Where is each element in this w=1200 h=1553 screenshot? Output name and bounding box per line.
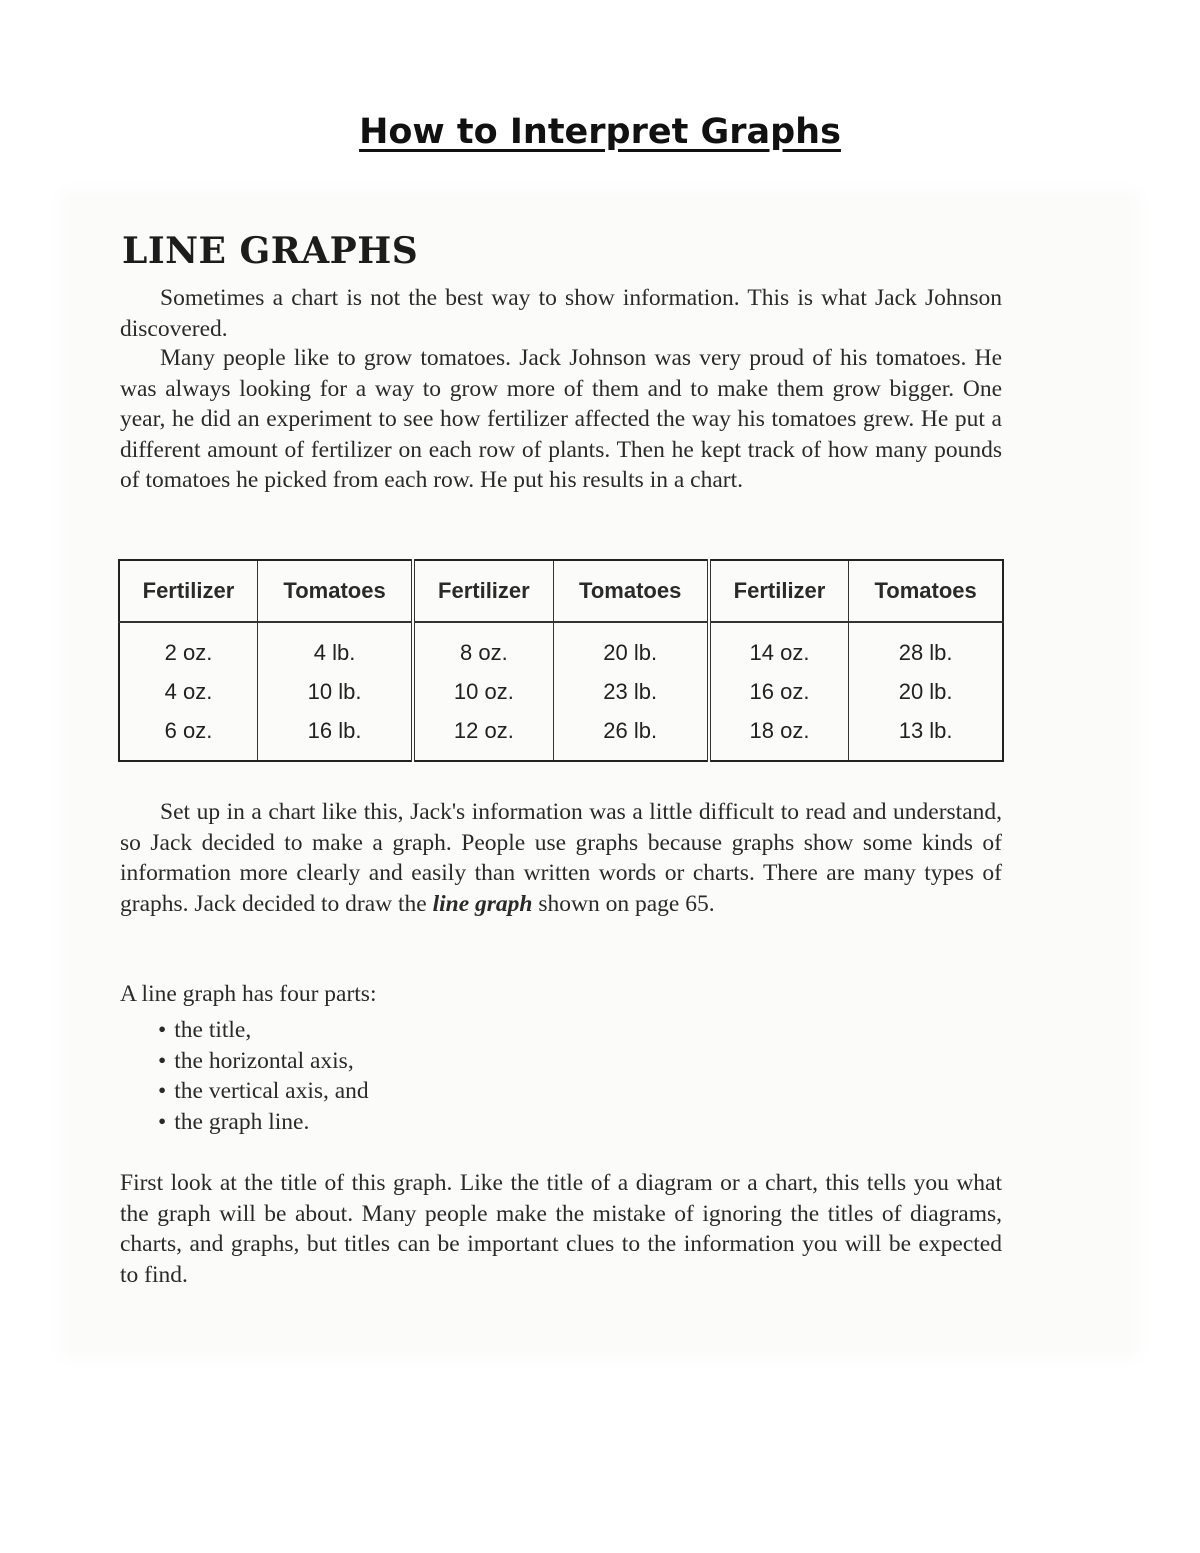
table-header-cell: Fertilizer [413,560,553,622]
table-cell: 28 lb. [849,622,1003,672]
table-header-cell: Tomatoes [257,560,413,622]
list-item: • the graph line. [158,1107,369,1138]
table-cell: 20 lb. [849,672,1003,711]
table-row [119,622,1003,672]
section-heading: LINE GRAPHS [122,230,419,272]
page-title: How to Interpret Graphs [359,112,841,152]
table-cell: 4 oz. [119,672,257,711]
experiment-paragraph: Many people like to grow tomatoes. Jack Johnson was very proud of his tomatoes. He was always looking for a way to grow more of them and to make them grow bigger. One year, he did an experiment to see how fertilizer affected the way his tomatoes grew. He put a different amount of fertilizer on each row of plants. Then he kept track of how many pounds of tomatoes he picked from each row. He put his results in a chart. [120,345,1002,493]
table-header-row [119,560,1003,622]
table-header-cell: Fertilizer [709,560,849,622]
list-item: • the vertical axis, and [158,1076,369,1107]
table-cell: 23 lb. [553,672,709,711]
table-cell: 16 lb. [257,711,413,761]
table-cell: 13 lb. [849,711,1003,761]
paragraph-text: Set up in a chart like this, Jack's information was a little difficult to read and understand, so Jack decided to make a graph. People use graphs because graphs show some kinds of information more clearly and easily than written words or charts. There are many types of graphs. Jack decided to draw the [120,799,1002,917]
table-header-cell: Tomatoes [553,560,709,622]
table-cell: 14 oz. [709,622,849,672]
intro-paragraph: Sometimes a chart is not the best way to show information. This is what Jack Johnson discovered. [120,285,1002,342]
fertilizer-tomatoes-table [118,559,1004,762]
table-row [119,672,1003,711]
list-item: • the title, [158,1015,369,1046]
table-cell: 18 oz. [709,711,849,761]
table-cell: 16 oz. [709,672,849,711]
table-cell: 20 lb. [553,622,709,672]
table-cell: 6 oz. [119,711,257,761]
title-advice-paragraph: First look at the title of this graph. Like the title of a diagram or a chart, this tells you what the graph will be about. Many people make the mistake of ignoring the titles of diagrams, charts, and graphs, but titles can be important clues to the information you will be expected to find. [120,1170,1002,1288]
table-cell: 4 lb. [257,622,413,672]
graph-parts-list [158,1015,369,1137]
table-cell: 10 oz. [413,672,553,711]
four-parts-intro: A line graph has four parts: [120,981,377,1007]
paragraph-text: shown on page 65. [532,890,715,917]
table-cell: 26 lb. [553,711,709,761]
table-cell: 8 oz. [413,622,553,672]
table-header-cell: Tomatoes [849,560,1003,622]
table-row [119,711,1003,761]
table-cell: 2 oz. [119,622,257,672]
list-item: • the horizontal axis, [158,1046,369,1077]
table-header-cell: Fertilizer [119,560,257,622]
graph-explanation-paragraph [120,797,1002,919]
table-cell: 12 oz. [413,711,553,761]
table-cell: 10 lb. [257,672,413,711]
line-graph-term: line graph [432,890,533,917]
